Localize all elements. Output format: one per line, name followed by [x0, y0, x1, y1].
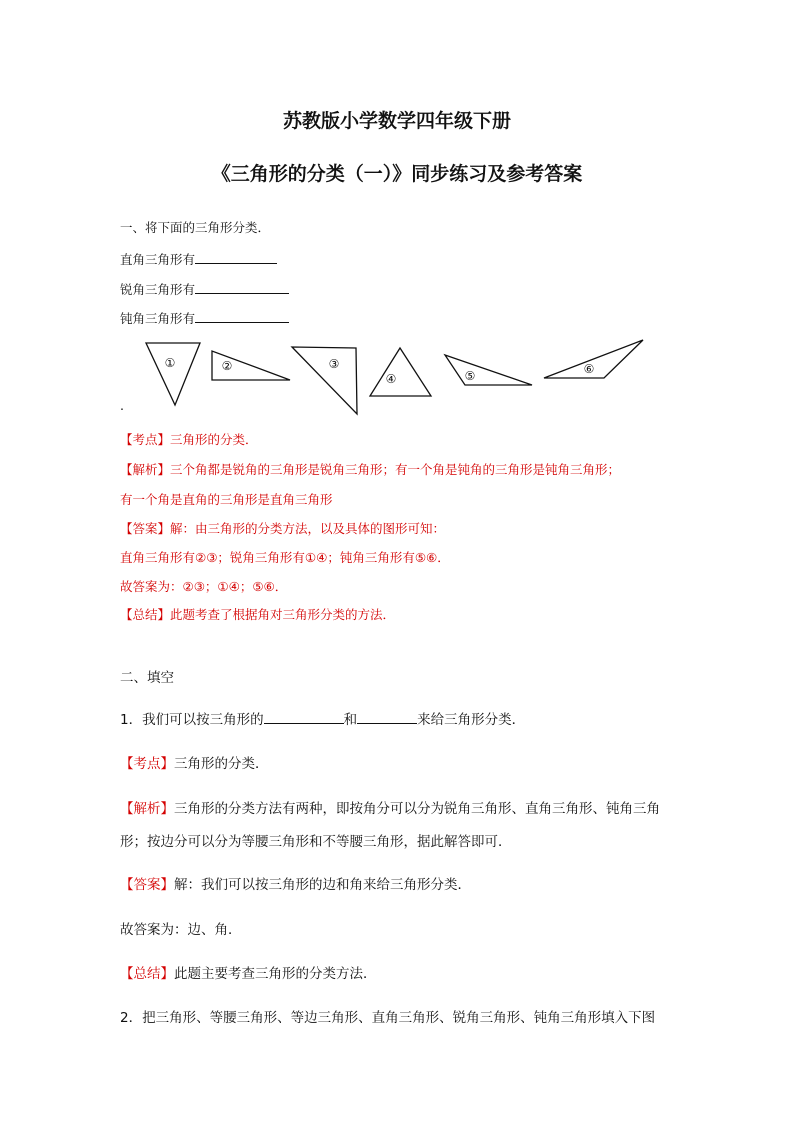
- q1: [120, 708, 525, 728]
- s1-zongjie-text: 此题考查了根据角对三角形分类的方法．: [170, 607, 396, 622]
- s1-daan-line-2: 直角三角形有②③；锐角三角形有①④；钝角三角形有⑤⑥．: [120, 550, 450, 565]
- triangle-4: [370, 348, 431, 396]
- triangle-1-label: ①: [164, 356, 176, 370]
- triangle-5-label: ⑤: [464, 369, 476, 383]
- s1-kaodian: [120, 430, 258, 448]
- s2-zongjie: [120, 962, 377, 982]
- s2-zongjie-tag: 【总结】: [120, 966, 174, 982]
- s2-jiexi-tag: 【解析】: [120, 801, 174, 817]
- triangle-3: [292, 347, 357, 414]
- s1-daan-line-3: 故答案为：②③；①④；⑤⑥．: [120, 579, 288, 594]
- s2-daan-tag: 【答案】: [120, 877, 174, 893]
- s2-kaodian-tag: 【考点】: [120, 756, 174, 772]
- s2-kaodian: [120, 752, 269, 772]
- s2-daan-line-2: 故答案为：边、角．: [120, 922, 242, 938]
- s1-daan-tag: 【答案】: [120, 521, 171, 536]
- s1-jiexi: [120, 460, 620, 478]
- s2-zongjie-text: 此题主要考查三角形的分类方法．: [174, 966, 377, 982]
- q1-suffix: 来给三角形分类．: [417, 712, 526, 728]
- s2-daan-text: 解：我们可以按三角形的边和角来给三角形分类．: [174, 877, 471, 893]
- triangle-6-label: ⑥: [583, 362, 595, 376]
- q1-blank-2[interactable]: [357, 711, 417, 724]
- q1-prefix: 1．我们可以按三角形的: [120, 712, 264, 728]
- section2-heading: 二、填空: [120, 670, 174, 686]
- s2-jiexi: [120, 797, 660, 817]
- s1-zongjie: [120, 605, 395, 623]
- figure-dot: .: [120, 398, 124, 413]
- triangle-1: [146, 343, 200, 405]
- obtuse-triangle-label: 钝角三角形有: [120, 311, 196, 326]
- q1-blank-1[interactable]: [264, 711, 344, 724]
- triangles-figure: [0, 0, 794, 420]
- s2-jiexi-text-2: 形；按边分可以分为等腰三角形和不等腰三角形，据此解答即可．: [120, 834, 512, 850]
- s2-daan: [120, 873, 471, 893]
- title-line-2: 《三角形的分类（一）》同步练习及参考答案: [211, 163, 583, 185]
- s1-daan-text: 解：由三角形的分类方法，以及具体的图形可知：: [170, 521, 446, 536]
- s1-daan: [120, 519, 445, 537]
- s1-zongjie-tag: 【总结】: [120, 607, 171, 622]
- triangle-3-label: ③: [328, 357, 340, 371]
- s1-jiexi-text-1: 三个角都是锐角的三角形是锐角三角形；有一个角是钝角的三角形是钝角三角形；: [170, 462, 621, 477]
- s1-jiexi-tag: 【解析】: [120, 462, 171, 477]
- s1-kaodian-text: 三角形的分类．: [170, 432, 258, 447]
- q2-text: 2．把三角形、等腰三角形、等边三角形、直角三角形、锐角三角形、钝角三角形填入下图: [120, 1010, 656, 1026]
- s1-kaodian-tag: 【考点】: [120, 432, 171, 447]
- s2-kaodian-text: 三角形的分类．: [174, 756, 269, 772]
- title-line-1: 苏教版小学数学四年级下册: [282, 110, 511, 132]
- right-triangle-label: 直角三角形有: [120, 252, 196, 267]
- acute-triangle-label: 锐角三角形有: [120, 282, 196, 297]
- s2-jiexi-text-1: 三角形的分类方法有两种，即按角分可以分为锐角三角形、直角三角形、钝角三角: [174, 801, 660, 817]
- triangle-4-label: ④: [385, 372, 397, 386]
- triangle-2-label: ②: [221, 359, 233, 373]
- triangle-5: [445, 355, 532, 385]
- q1-and: 和: [343, 712, 358, 728]
- section1-heading: 一、将下面的三角形分类．: [120, 220, 271, 235]
- s1-jiexi-text-2: 有一个角是直角的三角形是直角三角形: [120, 492, 333, 507]
